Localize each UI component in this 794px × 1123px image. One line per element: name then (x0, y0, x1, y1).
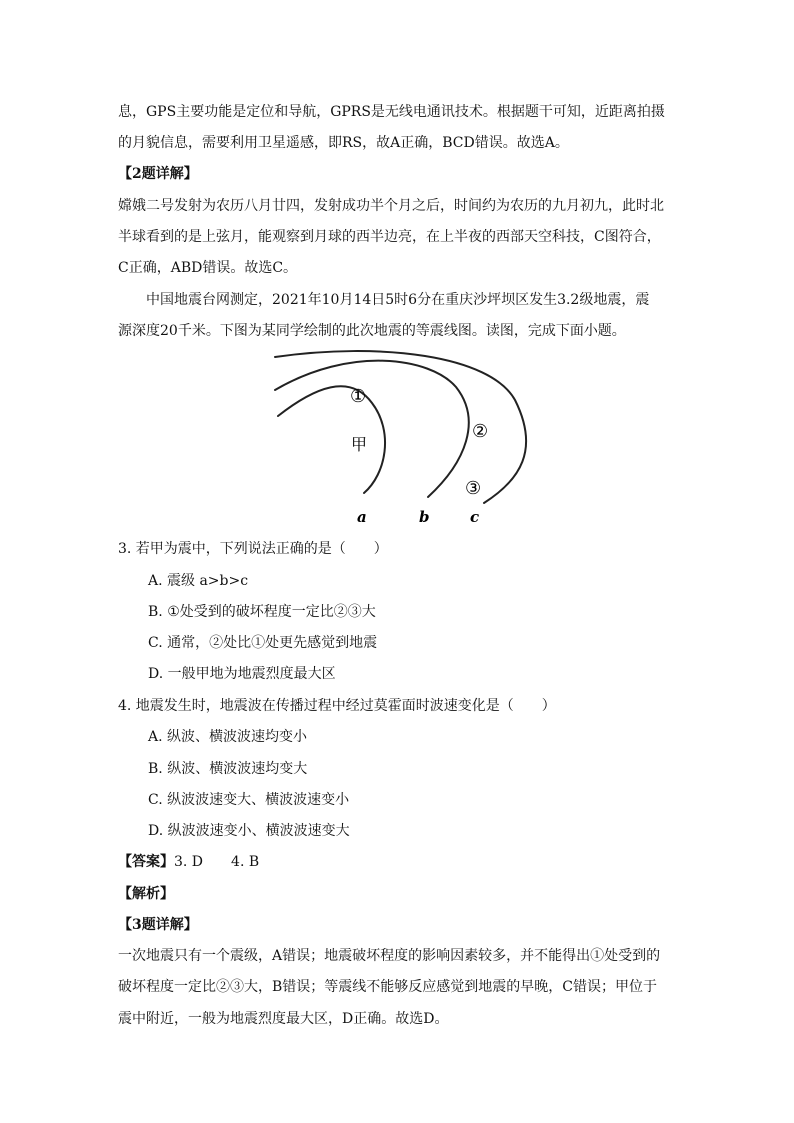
q3-option-a: A. 震级 a>b>c (148, 573, 249, 589)
epicenter-label: 甲 (351, 435, 368, 454)
paragraph-line: 源深度20千米。下图为某同学绘制的此次地震的等震线图。读图，完成下面小题。 (118, 323, 626, 339)
paragraph-line: 息，GPS主要功能是定位和导航，GPRS是无线电通讯技术。根据题干可知，近距离拍摄 (118, 104, 665, 120)
point-2-label: ② (472, 421, 489, 442)
paragraph-line: 嫦娥二号发射为农历八月廿四，发射成功半个月之后，时间约为农历的九月初九，此时北 (118, 198, 664, 214)
section-heading: 【3题详解】 (118, 917, 198, 933)
q3-option-b: B. ①处受到的破坏程度一定比②③大 (148, 604, 376, 620)
analysis-label: 【解析】 (118, 886, 174, 902)
point-1-label: ① (350, 386, 367, 407)
q4-option-d: D. 纵波波速变小、横波波速变大 (148, 823, 350, 839)
curve-c-label: c (470, 508, 480, 526)
q4-option-a: A. 纵波、横波波速均变小 (148, 729, 308, 745)
paragraph-line: 破坏程度一定比②③大，B错误；等震线不能够反应感觉到地震的早晚，C错误；甲位于 (118, 979, 657, 995)
paragraph-line: 一次地震只有一个震级，A错误；地震破坏程度的影响因素较多，并不能得出①处受到的 (118, 948, 661, 964)
point-3-label: ③ (465, 478, 482, 499)
q4-option-c: C. 纵波波速变大、横波波速变小 (148, 792, 350, 808)
isoseismal-line-b (275, 361, 469, 497)
curve-b-label: b (419, 508, 430, 526)
paragraph-line: 中国地震台网测定，2021年10月14日5时6分在重庆沙坪坝区发生3.2级地震，震 (146, 292, 650, 308)
paragraph-line: 的月貌信息，需要利用卫星遥感，即RS，故A正确，BCD错误。故选A。 (118, 135, 569, 151)
q4-option-b: B. 纵波、横波波速均变大 (148, 761, 308, 777)
q3-option-d: D. 一般甲地为地震烈度最大区 (148, 666, 336, 682)
isoseismal-line-c (275, 351, 526, 503)
paragraph-line: 半球看到的是上弦月，能观察到月球的西半边亮，在上半夜的西部天空科技，C图符合， (118, 229, 661, 245)
q3-option-c: C. 通常，②处比①处更先感觉到地震 (148, 635, 378, 651)
answer-values: 3. D 4. B (174, 854, 260, 870)
answer-label: 【答案】 (118, 854, 174, 870)
paragraph-line: 震中附近，一般为地震烈度最大区，D正确。故选D。 (118, 1011, 449, 1027)
question-3-stem: 3. 若甲为震中，下列说法正确的是（ ） (118, 541, 388, 557)
question-4-stem: 4. 地震发生时，地震波在传播过程中经过莫霍面时波速变化是（ ） (118, 698, 556, 714)
isoseismal-line-a (278, 386, 385, 493)
curve-a-label: a (357, 508, 367, 526)
paragraph-line: C正确，ABD错误。故选C。 (118, 260, 298, 276)
answer-line (118, 852, 259, 872)
section-heading: 【2题详解】 (118, 166, 198, 182)
